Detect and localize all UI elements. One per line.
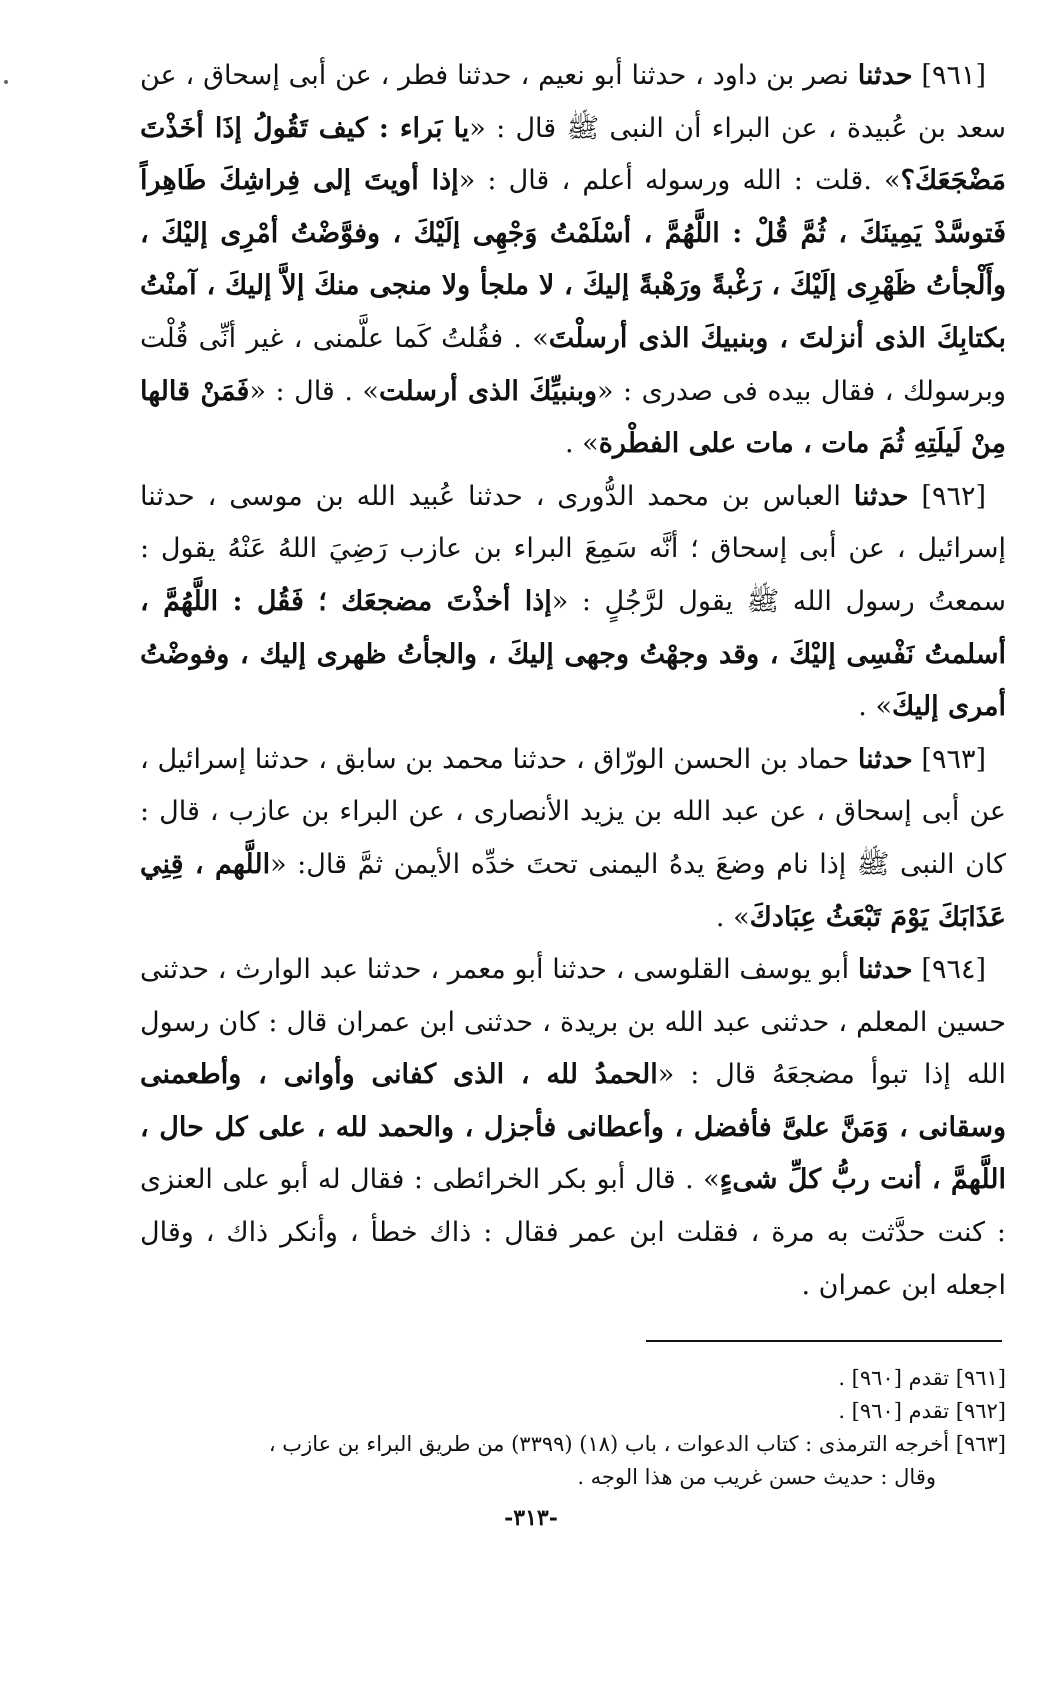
hadith-962 [140,471,1006,734]
bold-segment: حدثنا [853,480,909,512]
hadith-number: [٩٦٣] [921,743,986,775]
margin-speck [4,80,8,84]
hadith-number: [٩٦٤] [921,954,987,986]
page-number: -٣١٣- [504,1505,558,1531]
text-segment: أبو يوسف القلوسى ، حدثنا أبو معمر ، حدثنا عبد الوارث ، حدثنى حسين المعلم ، حدثنى عبد الله بن بريدة ، حدثنى ابن عمران قال : كان رسول الله إذا تبوأ مضجعَهُ قال : « [140,954,1007,1091]
text-segment: نصر بن داود ، حدثنا أبو نعيم ، حدثنا فطر ، عن أبى إسحاق ، عن سعد بن عُبيدة ، عن البراء أن النبى ﷺ قال : « [140,60,1006,144]
bold-segment: حدثنا [857,743,913,775]
footnote-963-continuation: وقال : حديث حسن غريب من هذا الوجه . [577,1465,936,1489]
bold-segment: حدثنا [857,60,913,91]
footnotes [140,1362,1006,1494]
bold-segment: فَمَنْ قالها مِنْ لَيلَتِهِ ثُمَ مات ، مات على الفطْرة [140,375,1006,460]
bold-segment: حدثنا [857,954,913,986]
bold-segment: إذا أويتَ إلى فِراشِكَ طَاهِراً فَتوسَّدْ يَمِينَكَ ، ثُمَّ قُلْ : اللَّهُمَّ ، أسْلَمْتُ وَجْهِى إلَيْكَ ، وفوَّضْتُ أمْرِى إليْكَ ، وأَلْجأتُ ظَهْرِى إلَيْكَ ، رَغْبةً ورَهْبةً إليكَ ، لا ملجأ ولا منجى منكَ إلاَّ إليكَ ، آمنْتُ بكتابِكَ الذى أنزلتَ ، وبنبيكَ الذى أرسلْتَ [140,165,1006,354]
hadith-963 [140,734,1006,944]
hadith-body [140,60,1006,459]
text-segment: » . [858,691,892,723]
hadith-body [140,744,1006,933]
footnote-separator [646,1340,1002,1342]
hadith-961 [140,50,1006,471]
text-segment: » .قلت : الله ورسوله أعلم ، قال : « [458,165,901,197]
footnote-961: [٩٦١] تقدم [٩٦٠] . [838,1366,1006,1390]
footnote-962: [٩٦٢] تقدم [٩٦٠] . [838,1399,1006,1423]
text-segment: حماد بن الحسن الورّاق ، حدثنا محمد بن سابق ، حدثنا إسرائيل ، عن أبى إسحاق ، عن عبد الله بن يزيد الأنصارى ، عن البراء بن عازب ، قال : كان النبى ﷺ إذا نام وضعَ يدهُ اليمنى تحتَ خدِّه الأيمن ثمَّ قال: « [140,743,1006,880]
footnote-963: [٩٦٣] أخرجه الترمذى : كتاب الدعوات ، باب (١٨) (٣٣٩٩) من طريق البراء بن عازب ، [268,1432,1006,1456]
hadith-body [140,954,1006,1301]
text-segment: العباس بن محمد الدُّورى ، حدثنا عُبيد الله بن موسى ، حدثنا إسرائيل ، عن أبى إسحاق ؛ أنَّه سَمِعَ البراء بن عازب رَضِيَ اللهُ عَنْهُ يقول : سمعتُ رسول الله ﷺ يقول لرَّجُلٍ : « [140,480,1006,617]
hadith-number: [٩٦١] [921,60,987,91]
bold-segment: يا بَراء : كيف تَقُولُ إذَا أخَذْتَ مَضْجَعَكَ؟ [140,112,1006,197]
hadith-body [140,481,1006,722]
text-segment: » . [715,901,750,933]
text-segment: » . قال أبو بكر الخرائطى : فقال له أبو على العنزى : كنت حدَّثت به مرة ، فقلت ابن عمر فقال : ذاك خطأ ، وأنكر ذاك ، وقال اجعله ابن عمران . [140,1164,1006,1301]
main-text [140,50,1006,1312]
bold-segment: الحمدُ لله ، الذى كفانى وأوانى ، وأطعمنى وسقانى ، وَمَنَّ علىَّ فأفضل ، وأعطانى فأجزل ، والحمد لله ، على كل حال ، اللَّهمَّ ، أنت ربُّ كلِّ شىءٍ [140,1059,1007,1196]
bold-segment: إذا أخذْتَ مضجعَك ؛ فَقُل : اللَّهُمَّ ، أسلمتُ نَفْسِى إليْكَ ، وقد وجهْتُ وجهى إليكَ ، والجأتُ ظهرى إليك ، وفوضْتُ أمرى إليكَ [140,585,1006,723]
text-segment: » . فقُلتُ كَما علَّمنى ، غير أنِّى قُلْت وبرسولك ، فقال بيده فى صدرى : « [140,322,1006,407]
bold-segment: اللَّهم ، قِنِي عَذَابَكَ يَوْمَ تَبْعَثُ عِبَادكَ [140,848,1006,933]
hadith-number: [٩٦٢] [921,480,986,512]
text-segment: » . [565,428,599,460]
hadith-964 [140,944,1006,1312]
bold-segment: وبنبيِّكَ الذى أرسلت [378,375,598,407]
text-segment: » . قال : « [249,375,379,407]
